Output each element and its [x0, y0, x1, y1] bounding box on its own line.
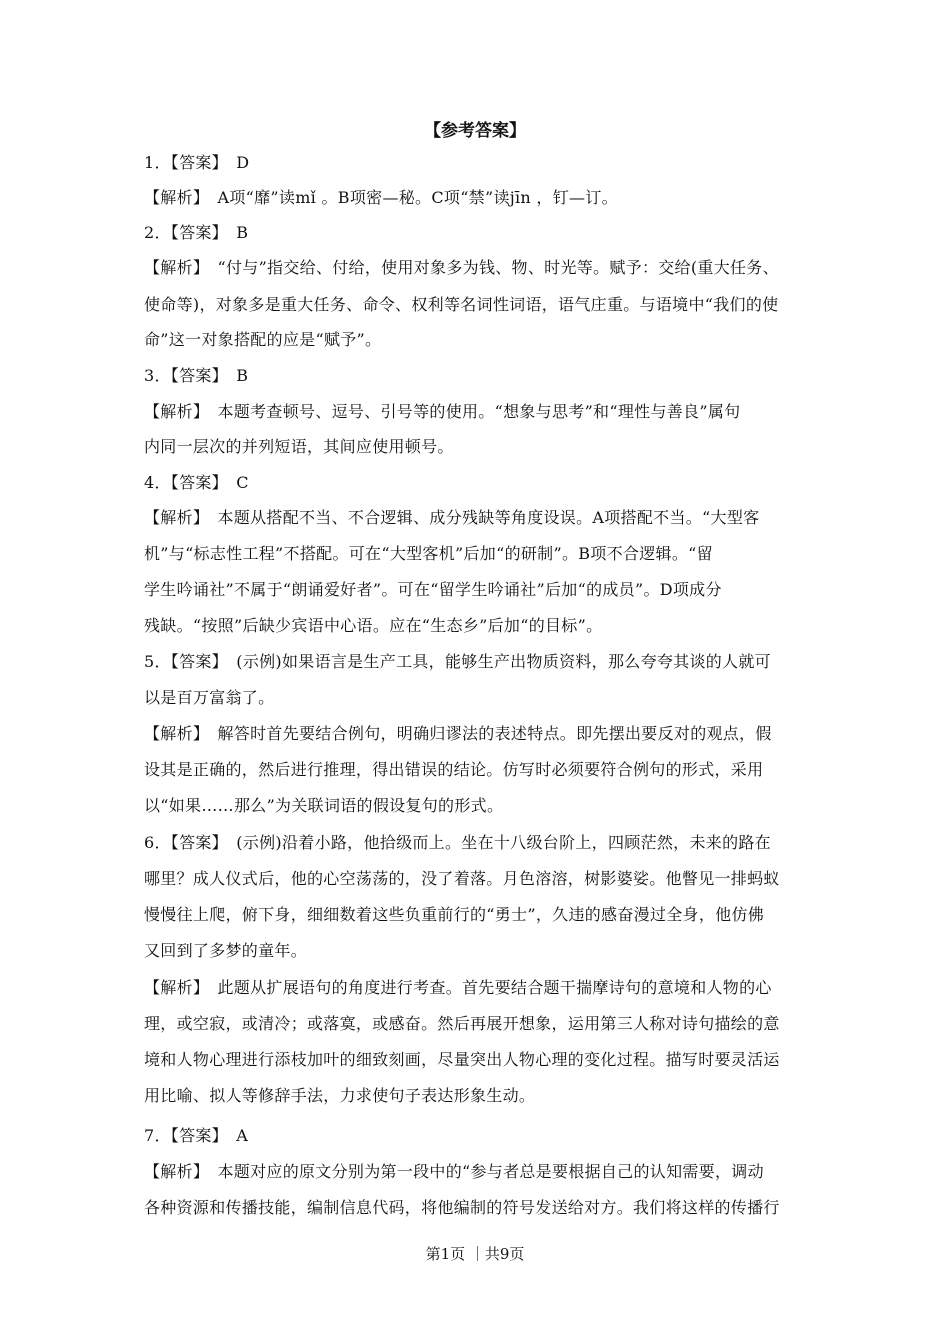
- text-line: 【解析】 本题考查顿号、逗号、引号等的使用。“想象与思考”和“理性与善良”属句: [144, 402, 741, 421]
- text-line: 内同一层次的并列短语，其间应使用顿号。: [144, 437, 454, 456]
- text-line: 慢慢往上爬，俯下身，细细数着这些负重前行的“勇士”，久违的感奋漫过全身，他仿佛: [144, 905, 765, 924]
- text-line: 【解析】 解答时首先要结合例句，明确归谬法的表述特点。即先摆出要反对的观点，假: [144, 724, 772, 743]
- text-line: 以是百万富翁了。: [144, 688, 275, 707]
- text-line: 机”与“标志性工程”不搭配。可在“大型客机”后加“的研制”。B项不合逻辑。“留: [144, 544, 713, 563]
- text-line: 理，或空寂，或清冷；或落寞，或感奋。然后再展开想象，运用第三人称对诗句描绘的意: [144, 1014, 780, 1033]
- text-line: 1．【答案】 D: [144, 153, 250, 172]
- text-line: 6．【答案】 (示例)沿着小路，他拾级而上。坐在十八级台阶上，四顾茫然，未来的路在: [144, 833, 771, 852]
- text-line: 7．【答案】 A: [144, 1126, 249, 1145]
- text-line: 【解析】 此题从扩展语句的角度进行考查。首先要结合题干揣摩诗句的意境和人物的心: [144, 978, 772, 997]
- text-line: 学生吟诵社”不属于“朗诵爱好者”。可在“留学生吟诵社”后加“的成员”。D项成分: [144, 580, 722, 599]
- text-line: 用比喻、拟人等修辞手法，力求使句子表达形象生动。: [144, 1086, 536, 1105]
- page-title: 【参考答案】: [424, 121, 526, 141]
- text-line: 境和人物心理进行添枝加叶的细致刻画，尽量突出人物心理的变化过程。描写时要灵活运: [144, 1050, 780, 1069]
- text-line: 3．【答案】 B: [144, 366, 249, 385]
- text-line: 使命等)，对象多是重大任务、命令、权利等名词性词语，语气庄重。与语境中“我们的使: [144, 295, 779, 314]
- page-footer: 第1页 ｜共9页: [425, 1245, 525, 1263]
- text-line: 以“如果……那么”为关联词语的假设复句的形式。: [144, 796, 504, 815]
- text-line: 各种资源和传播技能，编制信息代码，将他编制的符号发送给对方。我们将这样的传播行: [144, 1198, 780, 1217]
- text-line: 4．【答案】 C: [144, 473, 249, 492]
- text-line: 【解析】 “付与”指交给、付给，使用对象多为钱、物、时光等。赋予：交给(重大任务、: [144, 258, 779, 277]
- text-line: 【解析】 本题对应的原文分别为第一段中的“参与者总是要根据自己的认知需要，调动: [144, 1162, 764, 1181]
- text-line: 命”这一对象搭配的应是“赋予”。: [144, 330, 382, 349]
- text-line: 【解析】 A项“靡”读mǐ 。B项密—秘。C项“禁”读jīn ，钉—订。: [144, 188, 618, 207]
- text-line: 【解析】 本题从搭配不当、不合逻辑、成分残缺等角度设误。A项搭配不当。“大型客: [144, 508, 760, 527]
- text-line: 2．【答案】 B: [144, 223, 249, 242]
- text-line: 哪里？成人仪式后，他的心空荡荡的，没了着落。月色溶溶，树影婆娑。他瞥见一排蚂蚁: [144, 869, 780, 888]
- text-line: 5．【答案】 (示例)如果语言是生产工具，能够生产出物质资料，那么夸夸其谈的人就可: [144, 652, 771, 671]
- text-line: 又回到了多梦的童年。: [144, 941, 308, 960]
- text-line: 设其是正确的，然后进行推理，得出错误的结论。仿写时必须要符合例句的形式，采用: [144, 760, 764, 779]
- text-line: 残缺。“按照”后缺少宾语中心语。应在“生态乡”后加“的目标”。: [144, 616, 603, 635]
